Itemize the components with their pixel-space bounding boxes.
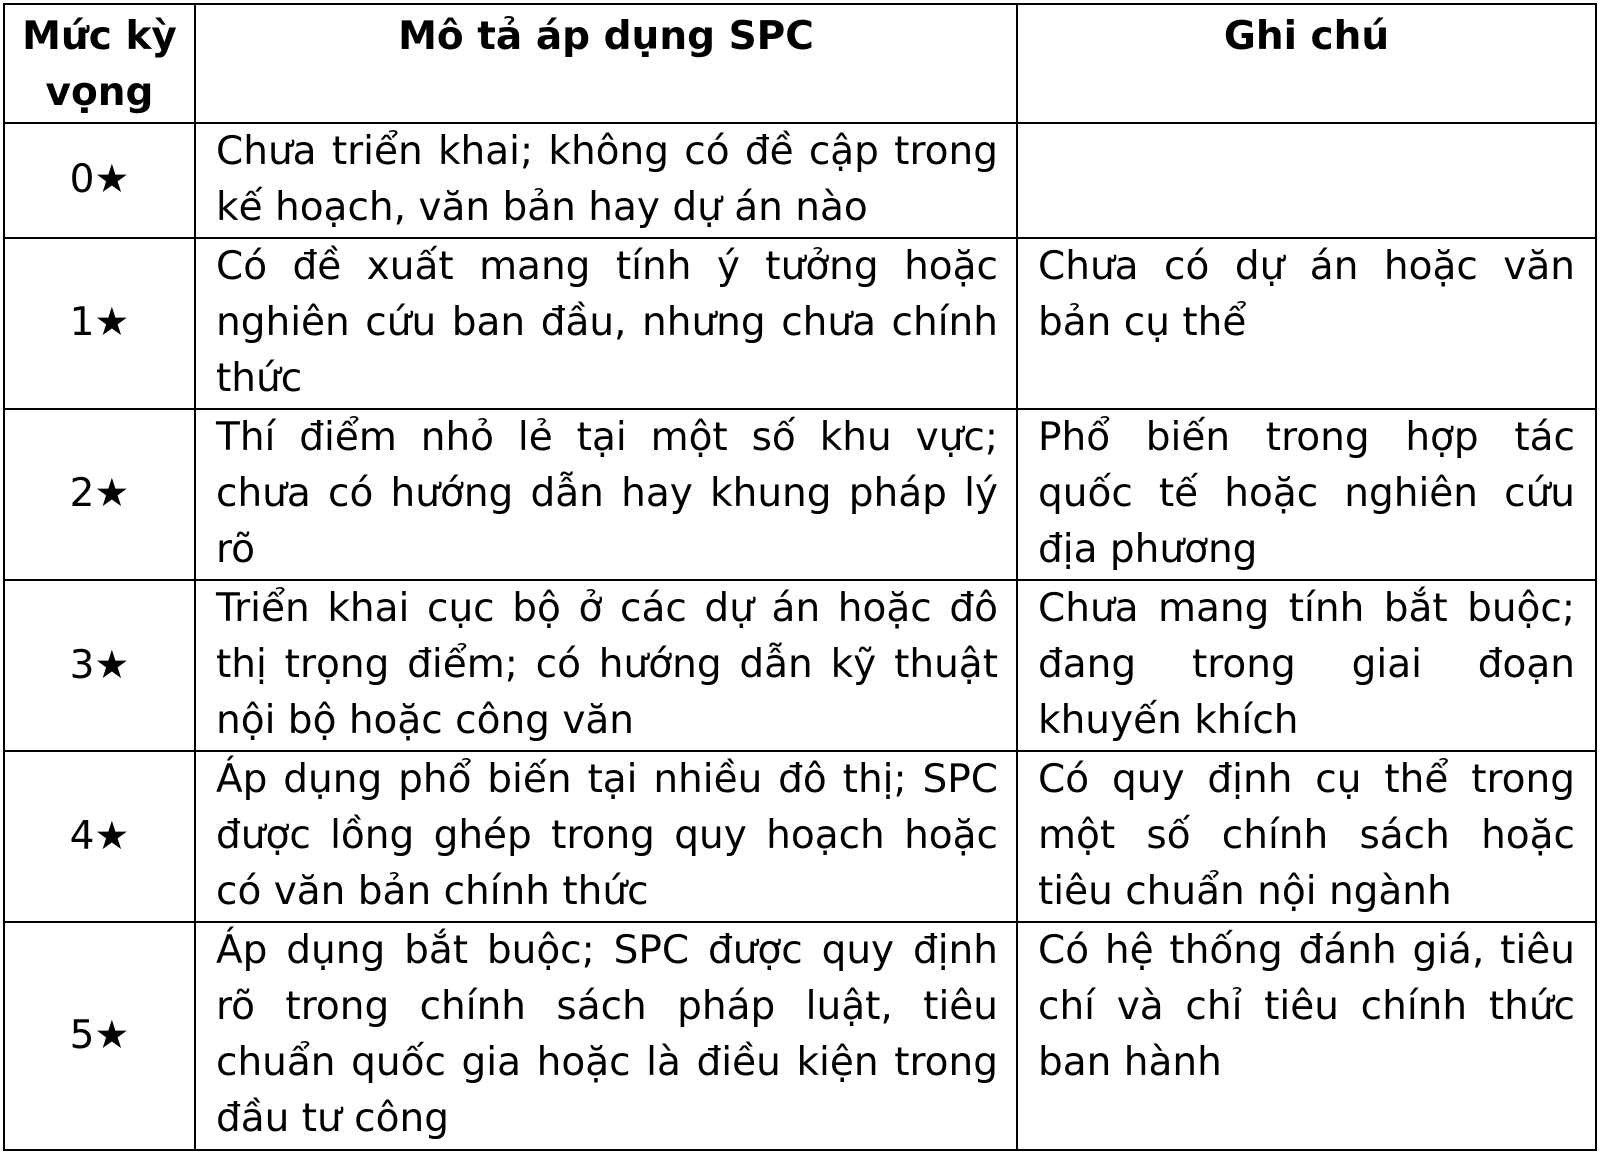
description-cell: Triển khai cục bộ ở các dự án hoặc đô thị trọng điểm; có hướng dẫn kỹ thuật nội bộ hoặc công văn (195, 580, 1017, 751)
description-cell: Chưa triển khai; không có đề cập trong kế hoạch, văn bản hay dự án nào (195, 123, 1017, 238)
level-cell: 0★ (4, 123, 195, 238)
header-description: Mô tả áp dụng SPC (195, 4, 1017, 123)
note-cell: Chưa mang tính bắt buộc; đang trong giai đoạn khuyến khích (1017, 580, 1596, 751)
table-row (4, 409, 1596, 580)
header-level: Mức kỳ vọng (4, 4, 195, 123)
table-row (4, 922, 1596, 1150)
table-row (4, 751, 1596, 922)
table-header-row (4, 4, 1596, 123)
table-row (4, 580, 1596, 751)
description-cell: Áp dụng bắt buộc; SPC được quy định rõ trong chính sách pháp luật, tiêu chuẩn quốc gia hoặc là điều kiện trong đầu tư công (195, 922, 1017, 1150)
level-cell: 3★ (4, 580, 195, 751)
level-cell: 5★ (4, 922, 195, 1150)
note-cell: Chưa có dự án hoặc văn bản cụ thể (1017, 238, 1596, 409)
spc-expectation-table (3, 3, 1597, 1151)
note-cell: Có hệ thống đánh giá, tiêu chí và chỉ tiêu chính thức ban hành (1017, 922, 1596, 1150)
note-cell (1017, 123, 1596, 238)
description-cell: Áp dụng phổ biến tại nhiều đô thị; SPC được lồng ghép trong quy hoạch hoặc có văn bản chính thức (195, 751, 1017, 922)
table-row (4, 123, 1596, 238)
description-cell: Thí điểm nhỏ lẻ tại một số khu vực; chưa có hướng dẫn hay khung pháp lý rõ (195, 409, 1017, 580)
level-cell: 4★ (4, 751, 195, 922)
level-cell: 2★ (4, 409, 195, 580)
level-cell: 1★ (4, 238, 195, 409)
table-row (4, 238, 1596, 409)
header-note: Ghi chú (1017, 4, 1596, 123)
note-cell: Phổ biến trong hợp tác quốc tế hoặc nghiên cứu địa phương (1017, 409, 1596, 580)
note-cell: Có quy định cụ thể trong một số chính sách hoặc tiêu chuẩn nội ngành (1017, 751, 1596, 922)
description-cell: Có đề xuất mang tính ý tưởng hoặc nghiên cứu ban đầu, nhưng chưa chính thức (195, 238, 1017, 409)
